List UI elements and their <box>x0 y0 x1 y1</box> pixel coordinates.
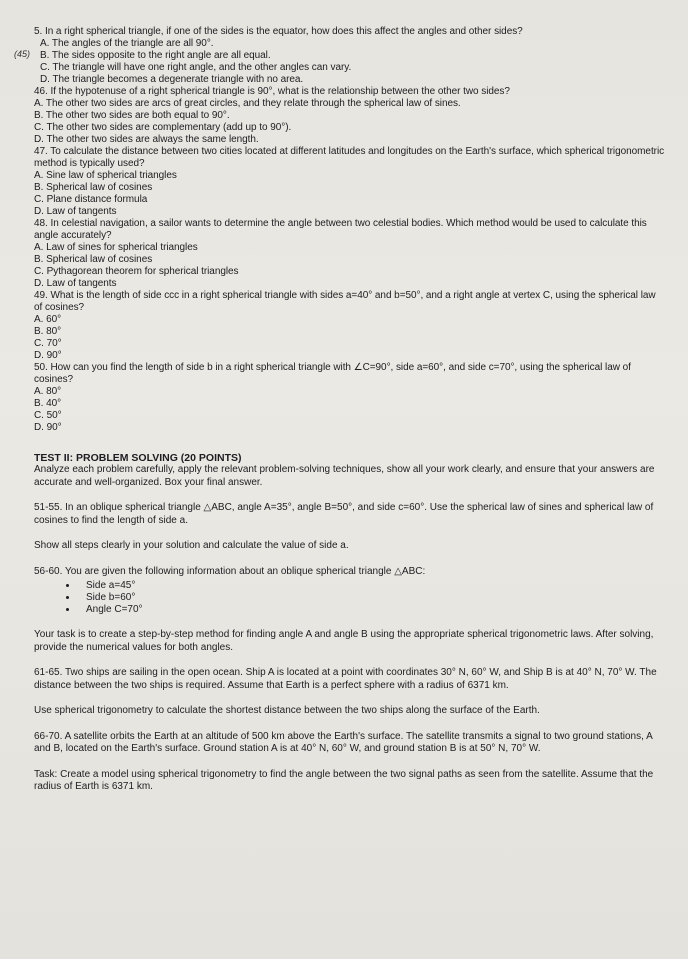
question-stem: 5. In a right spherical triangle, if one of the sides is the equator, how does this affect the angles and other sides? <box>34 26 523 37</box>
list-item: • Side b=60° <box>78 592 666 604</box>
option-b: B. 80° <box>34 326 62 337</box>
problem-66-70-task: Task: Create a model using spherical trigonometry to find the angle between the two signal paths as seen from the satellite. Assume that the radius of Earth is 6371 km. <box>34 768 654 792</box>
option-c: C. 70° <box>34 338 62 349</box>
option-b: B. The other two sides are both equal to 90°. <box>34 110 230 121</box>
question-47 <box>34 146 666 218</box>
given-list <box>60 580 666 616</box>
option-d: D. Law of tangents <box>34 278 117 289</box>
question-stem: 46. If the hypotenuse of a right spherical triangle is 90°, what is the relationship between the other two sides? <box>34 86 510 97</box>
section-instructions: Analyze each problem carefully, apply the relevant problem-solving techniques, show all your work clearly, and ensure that your answers are accurate and well-organized. Box your final answer. <box>34 464 655 488</box>
option-d: D. Law of tangents <box>34 206 117 217</box>
list-item: • Angle C=70° <box>78 604 666 616</box>
option-c: C. The other two sides are complementary (add up to 90°). <box>34 122 292 133</box>
question-49 <box>34 290 666 362</box>
option-d: D. 90° <box>34 422 62 433</box>
list-item: • Side a=45° <box>78 580 666 592</box>
option-b: B. 40° <box>34 398 62 409</box>
option-c: C. Plane distance formula <box>34 194 148 205</box>
problem-61-65: 61-65. Two ships are sailing in the open ocean. Ship A is located at a point with coordinates 30° N, 60° W, and Ship B is at 40° N, 70° W. The distance between the two ships is required. Assume that Earth is a perfect sphere with a radius of 6371 km. <box>34 667 657 691</box>
question-48 <box>34 218 666 290</box>
question-46 <box>34 86 666 146</box>
problem-66-70: 66-70. A satellite orbits the Earth at an altitude of 500 km above the Earth's surface. The satellite transmits a signal to two ground stations, A and B, located on the Earth's surface. Ground station A is at 40° N, 60° W, and ground station B is at 50° N, 70° W. <box>34 730 653 754</box>
question-stem: 50. How can you find the length of side b in a right spherical triangle with ∠C=90°, side a=60°, and side c=70°, using the spherical law of cosines? <box>34 362 631 385</box>
option-c: C. Pythagorean theorem for spherical triangles <box>34 266 239 277</box>
problem-51-55: 51-55. In an oblique spherical triangle △ABC, angle A=35°, angle B=50°, and side c=60°. Use the spherical law of sines and spherical law of cosines to find the length of side a. <box>34 502 654 526</box>
option-b: B. Spherical law of cosines <box>34 254 153 265</box>
problem-56-60: 56-60. You are given the following information about an oblique spherical triangle △ABC: <box>34 565 426 577</box>
handwritten-mark: (45) <box>14 49 31 59</box>
problem-56-60-task: Your task is to create a step-by-step method for finding angle A and angle B using the appropriate spherical trigonometric laws. After solving, provide the numerical values for both angles. <box>34 629 654 653</box>
question-stem: 48. In celestial navigation, a sailor wants to determine the angle between two celestial bodies. Which method would be used to calculate this angle accurately? <box>34 218 647 241</box>
question-stem: 47. To calculate the distance between two cities located at different latitudes and longitudes on the Earth's surface, which spherical trigonometric method is typically used? <box>34 146 665 169</box>
option-a: A. The other two sides are arcs of great circles, and they relate through the spherical law of sines. <box>34 98 461 109</box>
problem-61-65-note: Use spherical trigonometry to calculate the shortest distance between the two ships along the surface of the Earth. <box>34 705 540 716</box>
option-a: A. Sine law of spherical triangles <box>34 170 177 181</box>
option-a: A. The angles of the triangle are all 90°. <box>40 38 214 49</box>
question-50 <box>34 362 666 434</box>
option-c: C. The triangle will have one right angle, and the other angles can vary. <box>40 62 352 73</box>
option-a: A. 60° <box>34 314 62 325</box>
problem-51-55-note: Show all steps clearly in your solution and calculate the value of side a. <box>34 540 349 551</box>
question-45 <box>34 26 666 86</box>
option-c: C. 50° <box>34 410 62 421</box>
option-d: D. 90° <box>34 350 62 361</box>
option-b: B. Spherical law of cosines <box>34 182 153 193</box>
option-a: A. 80° <box>34 386 62 397</box>
option-a: A. Law of sines for spherical triangles <box>34 242 198 253</box>
section-title: TEST II: PROBLEM SOLVING (20 POINTS) <box>34 452 242 464</box>
option-b: B. The sides opposite to the right angle are all equal. <box>40 50 271 61</box>
option-d: D. The triangle becomes a degenerate triangle with no area. <box>40 74 304 85</box>
option-d: D. The other two sides are always the same length. <box>34 134 259 145</box>
question-stem: 49. What is the length of side ccc in a right spherical triangle with sides a=40° and b=50°, and a right angle at vertex C, using the spherical law of cosines? <box>34 290 656 313</box>
